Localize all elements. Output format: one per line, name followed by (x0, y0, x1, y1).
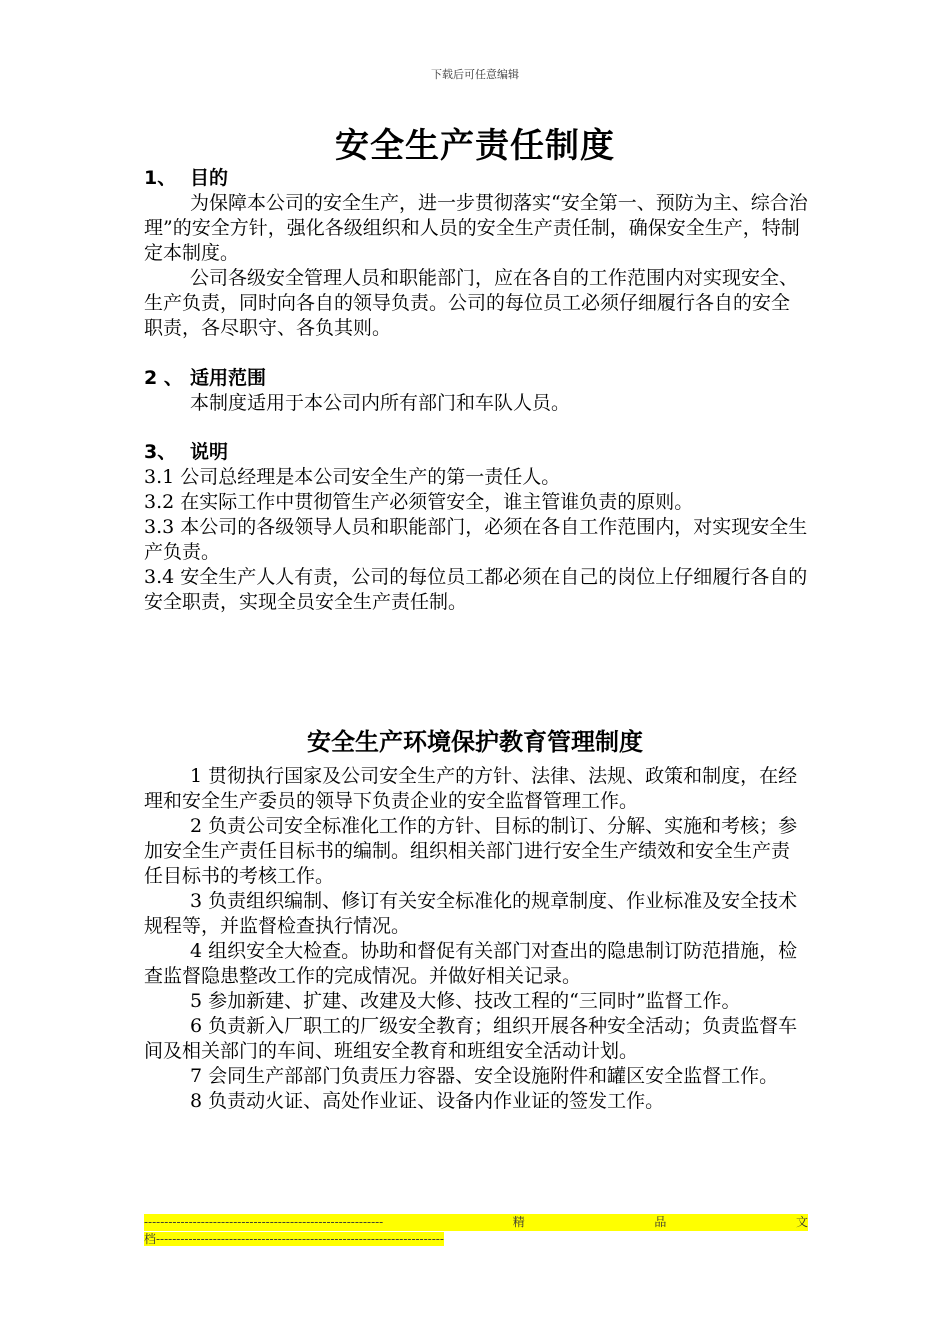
section-body-scope (144, 391, 808, 416)
section-heading-scope (144, 366, 266, 391)
footer-word: 品 (654, 1215, 667, 1229)
document-title-2: 安全生产环境保护教育管理制度 (307, 727, 643, 756)
section-body-purpose (144, 191, 808, 341)
list-item: 6 负责新入厂职工的厂级安全教育；组织开展各种安全活动；负责监督车间及相关部门的车间、班组安全教育和班组安全活动计划。 (144, 1015, 798, 1062)
paragraph: 为保障本公司的安全生产，进一步贯彻落实“安全第一、预防为主、综合治理”的安全方针，强化各级组织和人员的安全生产责任制，确保安全生产，特制定本制度。 (144, 192, 808, 264)
section-number: 1、 (144, 167, 177, 189)
list-item: 2 负责公司安全标准化工作的方针、目标的制订、分解、实施和考核；参加安全生产责任目标书的编制。组织相关部门进行安全生产绩效和安全生产责任目标书的考核工作。 (144, 815, 798, 887)
list-item: 3.2 在实际工作中贯彻管生产必须管安全，谁主管谁负责的原则。 (144, 491, 694, 513)
header-note: 下载后可任意编辑 (431, 68, 519, 81)
list-item: 3 负责组织编制、修订有关安全标准化的规章制度、作业标准及安全技术规程等，并监督检查执行情况。 (144, 890, 798, 937)
section-title: 说明 (190, 441, 229, 463)
list-item: 8 负责动火证、高处作业证、设备内作业证的签发工作。 (190, 1090, 665, 1112)
list-item: 3.4 安全生产人人有责，公司的每位员工都必须在自己的岗位上仔细履行各自的安全职责，实现全员安全生产责任制。 (144, 566, 808, 613)
list-item: 1 贯彻执行国家及公司安全生产的方针、法律、法规、政策和制度，在经理和安全生产委员的领导下负责企业的安全监督管理工作。 (144, 765, 798, 812)
footer-highlight-line-1 (144, 1214, 808, 1231)
section-body-explain (144, 465, 808, 615)
section-heading-purpose (144, 166, 228, 191)
list-item: 5 参加新建、扩建、改建及大修、技改工程的“三同时”监督工作。 (190, 990, 741, 1012)
duties-list (144, 764, 808, 1114)
footer-highlight-line-2 (144, 1231, 488, 1248)
list-item: 7 会同生产部部门负责压力容器、安全设施附件和罐区安全监督工作。 (190, 1065, 779, 1087)
footer-word: 文 (795, 1215, 808, 1229)
paragraph: 本制度适用于本公司内所有部门和车队人员。 (190, 392, 571, 414)
list-item: 3.1 公司总经理是本公司安全生产的第一责任人。 (144, 466, 561, 488)
list-item: 4 组织安全大检查。协助和督促有关部门对查出的隐患制订防范措施，检查监督隐患整改工作的完成情况。并做好相关记录。 (144, 940, 798, 987)
paragraph: 公司各级安全管理人员和职能部门，应在各自的工作范围内对实现安全、生产负责，同时向各自的领导负责。公司的每位员工必须仔细履行各自的安全职责，各尽职守、各负其则。 (144, 267, 799, 339)
section-number: 2 、 (144, 367, 183, 389)
list-item: 3.3 本公司的各级领导人员和职能部门，必须在各自工作范围内，对实现安全生产负责。 (144, 516, 808, 563)
section-title: 目的 (190, 167, 229, 189)
footer-dashes: ----------------------------------------------------------- (144, 1215, 384, 1229)
section-number: 3、 (144, 441, 177, 463)
footer-word: 精 (512, 1215, 525, 1229)
section-title: 适用范围 (190, 367, 267, 389)
section-heading-explain (144, 440, 228, 465)
footer-dashes: 档----------------------------------------------------------------------- (144, 1232, 444, 1246)
document-title: 安全生产责任制度 (335, 126, 615, 166)
